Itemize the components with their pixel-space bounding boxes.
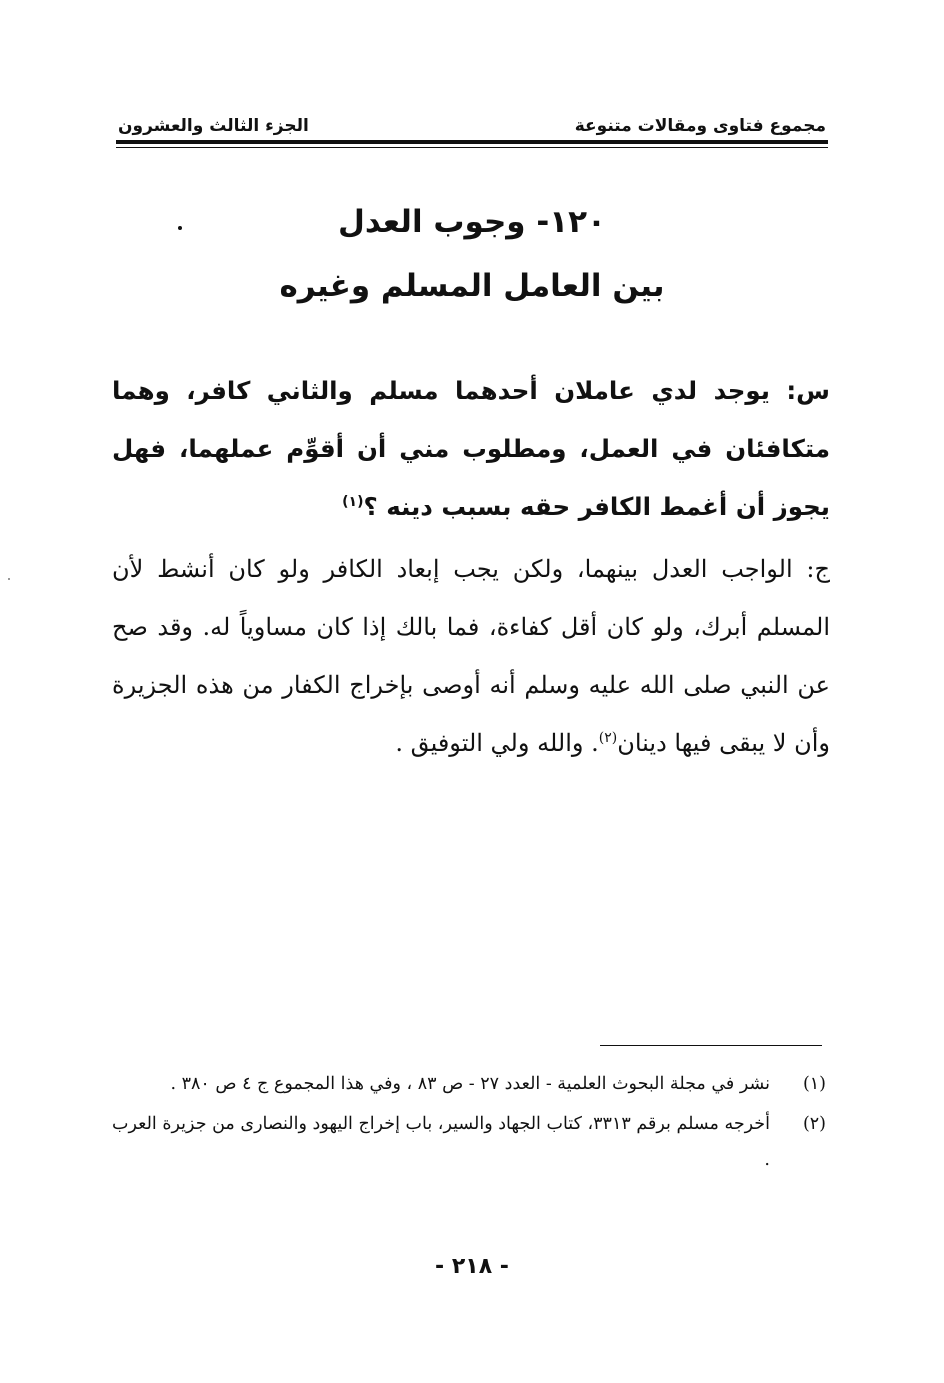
header-rule xyxy=(116,140,828,144)
title-line-1: ١٢٠- وجوب العدل xyxy=(338,204,606,240)
title-line-2: بين العامل المسلم وغيره xyxy=(279,268,665,304)
footnote-number: (١) xyxy=(802,1074,826,1094)
scan-speck xyxy=(8,578,10,580)
footnote-ref-1: (١) xyxy=(342,493,364,510)
answer-ending: . والله ولي التوفيق . xyxy=(395,729,599,757)
footnote-text: أخرجه مسلم برقم ٣٣١٣، كتاب الجهاد والسير، باب إخراج اليهود والنصارى من جزيرة العرب . xyxy=(112,1114,770,1170)
page-number: - ٢١٨ - xyxy=(435,1254,509,1279)
header-rule-thin xyxy=(116,147,828,148)
footnote-number: (٢) xyxy=(802,1114,826,1134)
footnote-item xyxy=(112,1066,826,1102)
question-paragraph xyxy=(112,362,830,536)
running-header xyxy=(118,100,826,136)
header-volume: الجزء الثالث والعشرون xyxy=(118,116,309,136)
footnote-text: نشر في مجلة البحوث العلمية - العدد ٢٧ - ص ٨٣ ، وفي هذا المجموع ج ٤ ص ٣٨٠ . xyxy=(170,1074,770,1094)
footnote-item xyxy=(112,1106,826,1178)
article-title xyxy=(118,190,826,318)
answer-paragraph xyxy=(112,540,830,772)
footnote-separator xyxy=(600,1045,822,1046)
answer-text: ج: الواجب العدل بينهما، ولكن يجب إبعاد الكافر ولو كان أنشط لأن المسلم أبرك، ولو كان أقل كفاءة، فما بالك إذا كان مساوياً له. وقد صح عن النبي صلى الله عليه وسلم أنه أوصى بإخراج الكفار من هذه الجزيرة وأن لا يبقى فيها دينان xyxy=(112,555,830,757)
header-book-title: مجموع فتاوى ومقالات متنوعة xyxy=(574,116,826,136)
footnotes xyxy=(112,1066,826,1182)
footnote-ref-2: (٢) xyxy=(598,730,618,746)
question-text: س: يوجد لدي عاملان أحدهما مسلم والثاني كافر، وهما متكافئان في العمل، ومطلوب مني أن أقوِّم عملهما، فهل يجوز أن أغمط الكافر حقه بسبب دينه ؟ xyxy=(112,376,830,521)
stray-dot xyxy=(178,226,182,230)
